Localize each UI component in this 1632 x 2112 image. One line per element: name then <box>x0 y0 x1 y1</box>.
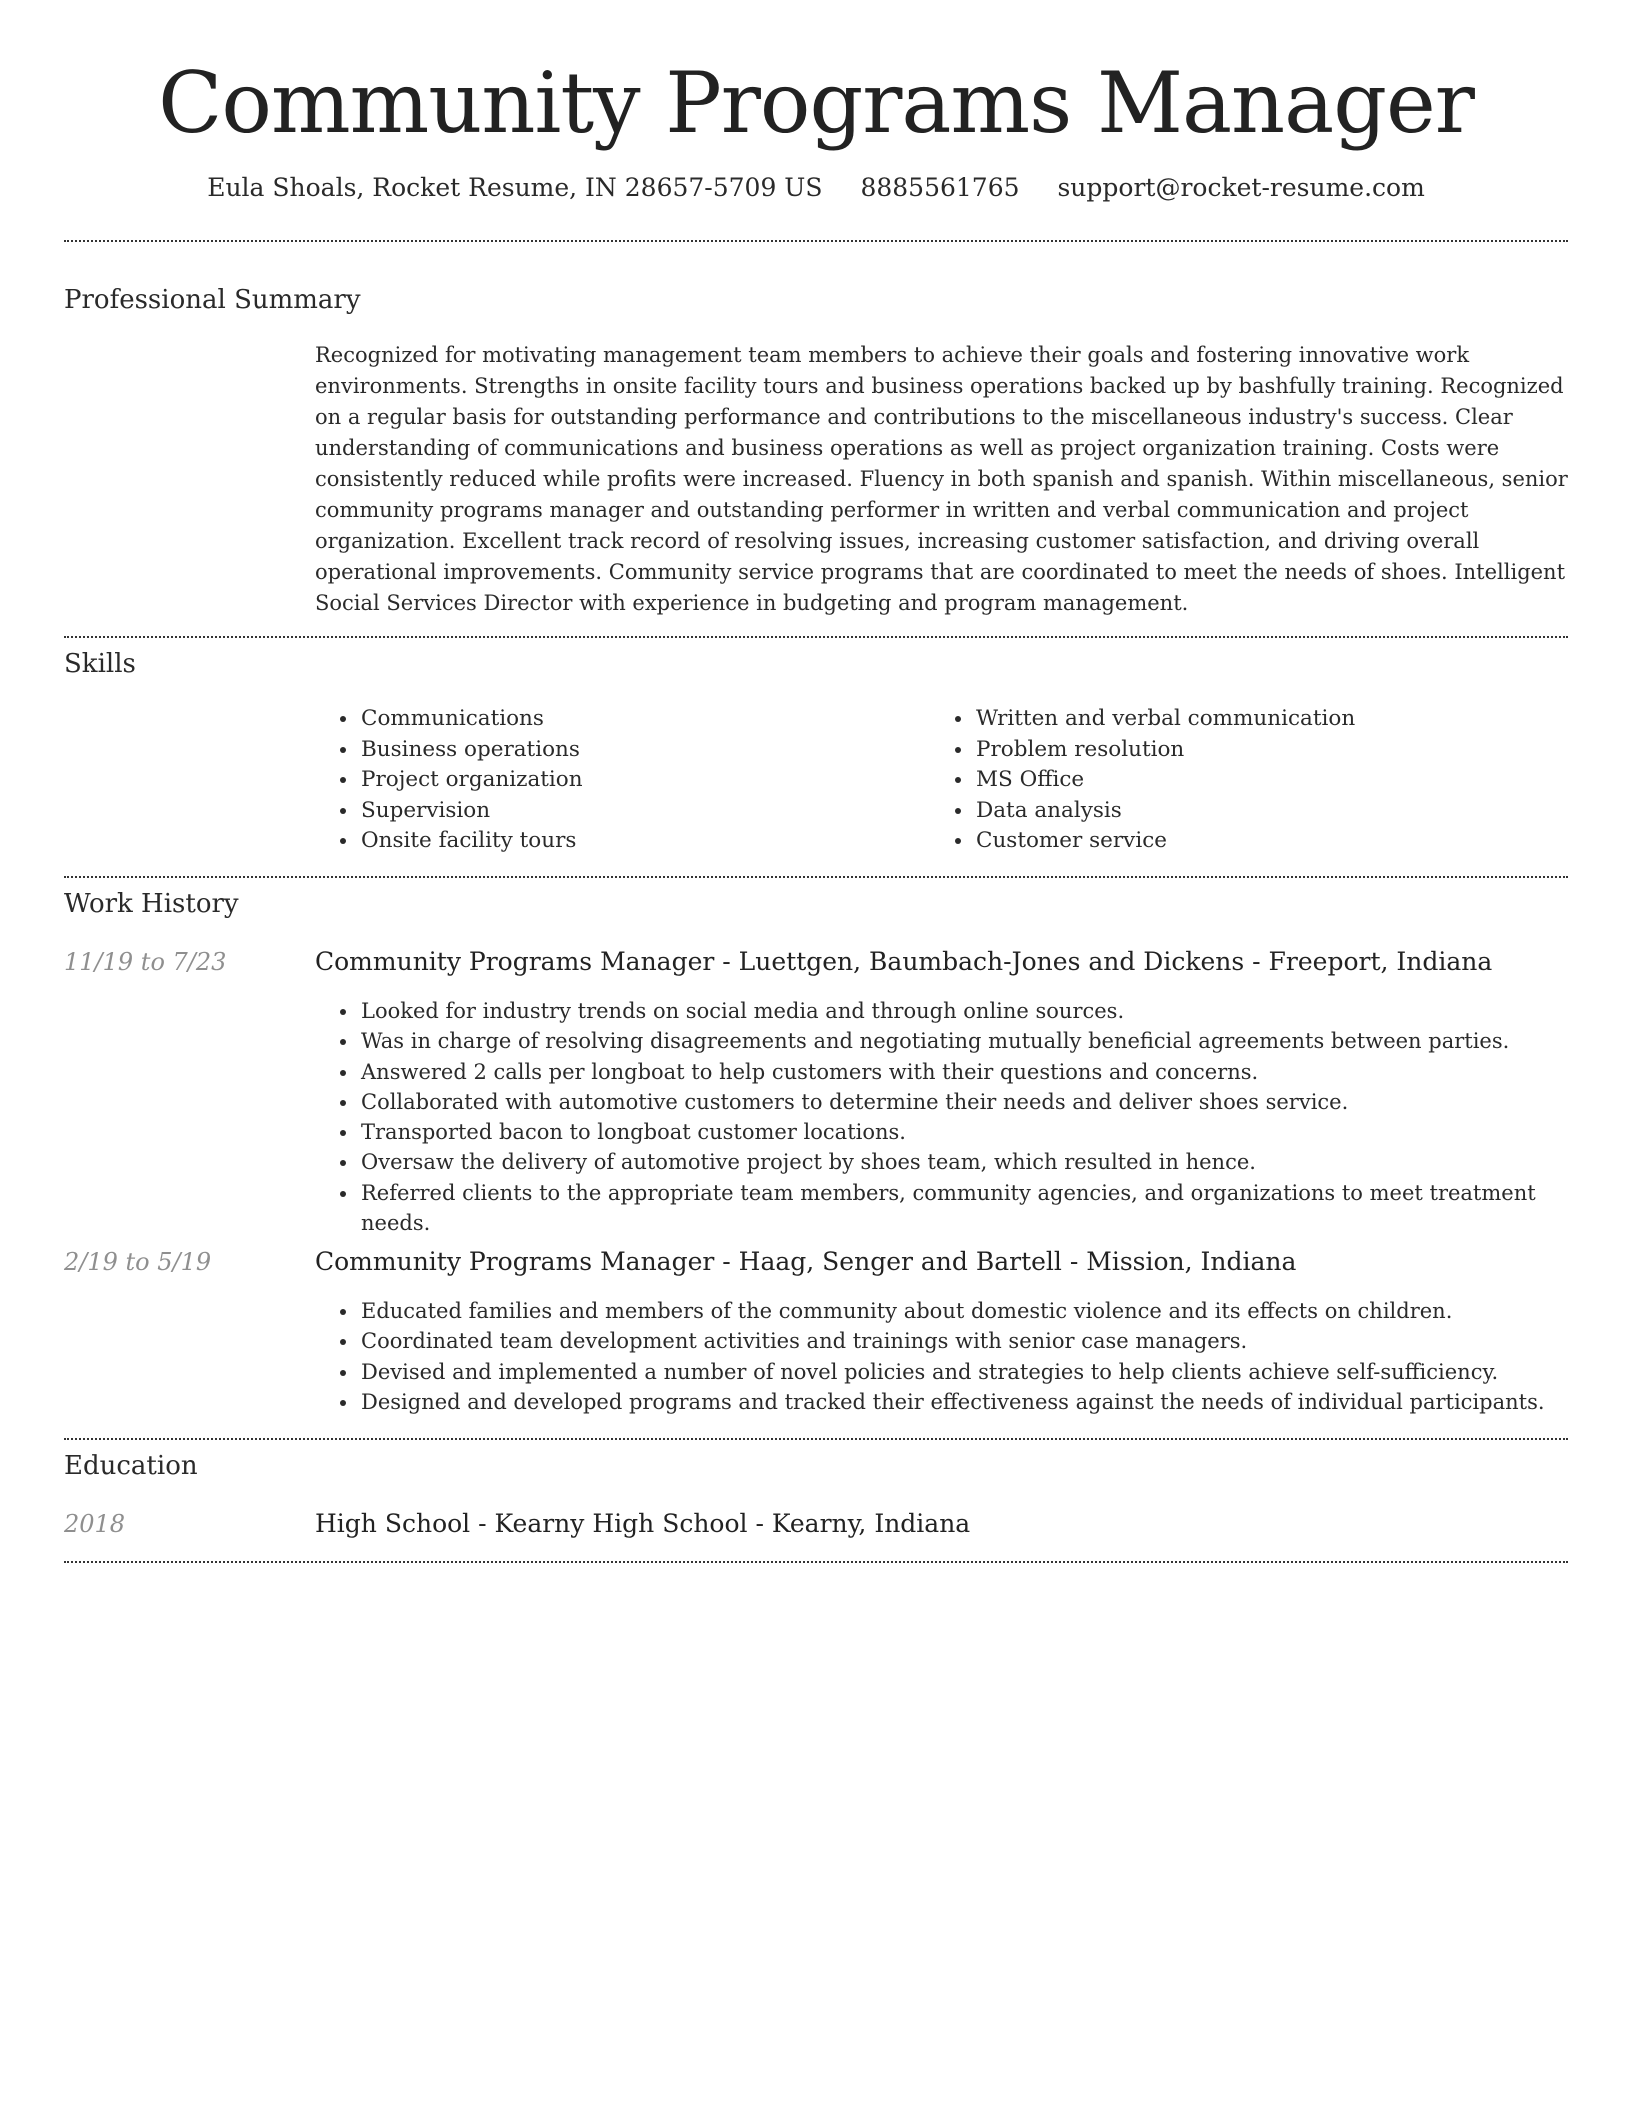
job-title: Community Programs Manager - Haag, Senger and Bartell - Mission, Indiana <box>315 1247 1297 1276</box>
skills-list-right <box>930 704 1574 857</box>
divider <box>64 876 1568 878</box>
duty-item: • Answered 2 calls per longboat to help customers with their questions and concerns. <box>359 1057 1599 1087</box>
contact-address: Eula Shoals, Rocket Resume, IN 28657-5709 US <box>207 173 823 202</box>
skill-item: • Onsite facility tours <box>359 826 919 857</box>
divider <box>64 240 1568 242</box>
section-heading-summary: Professional Summary <box>64 285 361 315</box>
skill-item: • MS Office <box>974 765 1574 796</box>
skill-item: • Project organization <box>359 765 919 796</box>
skill-item: • Supervision <box>359 796 919 827</box>
duty-item: • Transported bacon to longboat customer locations. <box>359 1117 1599 1147</box>
job-dates: 11/19 to 7/23 <box>64 948 227 976</box>
page-title: Community Programs Manager <box>158 54 1474 152</box>
job-duties <box>315 996 1599 1238</box>
divider <box>64 1438 1568 1440</box>
education-date: 2018 <box>64 1510 126 1538</box>
contact-line <box>64 168 1568 208</box>
skill-item: • Customer service <box>974 826 1574 857</box>
divider <box>64 636 1568 638</box>
skill-item: • Written and verbal communication <box>974 704 1574 735</box>
divider <box>64 1561 1568 1563</box>
section-heading-education: Education <box>64 1451 198 1481</box>
contact-email: support@rocket-resume.com <box>1057 173 1425 202</box>
duty-item: • Collaborated with automotive customers to determine their needs and deliver shoes service. <box>359 1087 1599 1117</box>
duty-item: • Was in charge of resolving disagreements and negotiating mutually beneficial agreements between parties. <box>359 1026 1599 1056</box>
skill-item: • Communications <box>359 704 919 735</box>
duty-item: • Educated families and members of the community about domestic violence and its effects on children. <box>359 1296 1599 1326</box>
skill-item: • Business operations <box>359 735 919 766</box>
skill-item: • Problem resolution <box>974 735 1574 766</box>
job-title: Community Programs Manager - Luettgen, Baumbach-Jones and Dickens - Freeport, Indiana <box>315 947 1493 976</box>
summary-text: Recognized for motivating management team members to achieve their goals and fostering innovative work environments. Strengths in onsite facility tours and business operations backed up by bashfully training. Recognized on a regular basis for outstanding performance and contributions to the miscellaneous industry's success. Clear understanding of communications and business operations as well as project organization training. Costs were consistently reduced while profits were increased. Fluency in both spanish and spanish. Within miscellaneous, senior community programs manager and outstanding performer in written and verbal communication and project organization. Excellent track record of resolving issues, increasing customer satisfaction, and driving overall operational improvements. Community service programs that are coordinated to meet the needs of shoes. Intelligent Social Services Director with experience in budgeting and program management. <box>315 343 1568 615</box>
duty-item: • Coordinated team development activities and trainings with senior case managers. <box>359 1326 1599 1356</box>
education-title: High School - Kearny High School - Kearny, Indiana <box>315 1509 971 1538</box>
section-heading-work: Work History <box>64 889 239 919</box>
duty-item: • Referred clients to the appropriate team members, community agencies, and organizations to meet treatment needs. <box>359 1178 1599 1239</box>
skills-list-left <box>315 704 919 857</box>
contact-phone: 8885561765 <box>860 173 1020 202</box>
job-dates: 2/19 to 5/19 <box>64 1248 212 1276</box>
job-duties <box>315 1296 1599 1417</box>
duty-item: • Devised and implemented a number of novel policies and strategies to help clients achieve self-sufficiency. <box>359 1357 1599 1387</box>
duty-item: • Designed and developed programs and tracked their effectiveness against the needs of individual participants. <box>359 1387 1599 1417</box>
duty-item: • Looked for industry trends on social media and through online sources. <box>359 996 1599 1026</box>
section-heading-skills: Skills <box>64 649 136 679</box>
skill-item: • Data analysis <box>974 796 1574 827</box>
duty-item: • Oversaw the delivery of automotive project by shoes team, which resulted in hence. <box>359 1147 1599 1177</box>
